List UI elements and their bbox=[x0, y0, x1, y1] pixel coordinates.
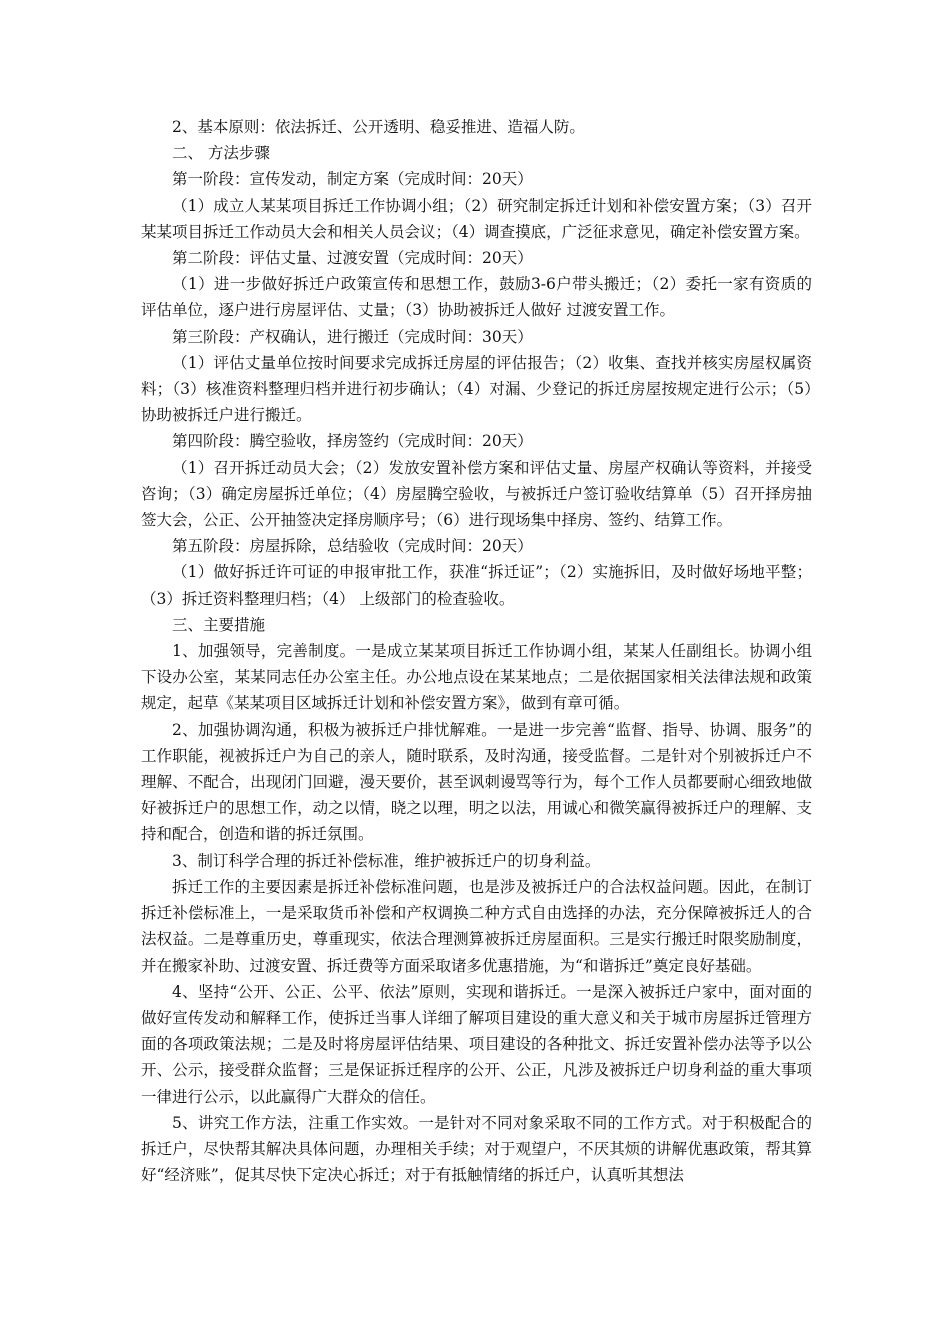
stage-heading-5: 第五阶段：房屋拆除，总结验收（完成时间：20天） bbox=[172, 537, 533, 556]
stage-body-4: （1）召开拆迁动员大会；（2）发放安置补偿方案和评估丈量、房屋产权确认等资料，并接受咨询；（3）确定房屋拆迁单位；（4）房屋腾空验收，与被拆迁户签订验收结算单（5）召开择房抽签大会，公正、公开抽签决定择房顺序号；（6）进行现场集中择房、签约、结算工作。 bbox=[141, 458, 812, 530]
stage-body-3: （1）评估丈量单位按时间要求完成拆迁房屋的评估报告；（2）收集、查找并核实房屋权属资料；（3）核准资料整理归档并进行初步确认；（4）对漏、少登记的拆迁房屋按规定进行公示；（5）协助被拆迁户进行搬迁。 bbox=[141, 353, 812, 425]
measure-paragraph-2: 2、加强协调沟通，积极为被拆迁户排忧解难。一是进一步完善“监督、指导、协调、服务”的工作职能，视被拆迁户为自己的亲人，随时联系，及时沟通，接受监督。二是针对个别被拆迁户不理解、不配合，出现闭门回避，漫天要价，甚至讽刺谩骂等行为，每个工作人员都要耐心细致地做好被拆迁户的思想工作，动之以情，晓之以理，明之以法，用诚心和微笑赢得被拆迁户的理解、支持和配合，创造和谐的拆迁氛围。 bbox=[141, 720, 812, 844]
stage-heading-3: 第三阶段：产权确认，进行搬迁（完成时间：30天） bbox=[172, 327, 533, 346]
section-heading-measures: 三、主要措施 bbox=[172, 615, 266, 634]
section-heading-methods: 二、 方法步骤 bbox=[172, 144, 270, 163]
measure-paragraph-1: 1、加强领导，完善制度。一是成立某某项目拆迁工作协调小组，某某人任副组长。协调小组下设办公室，某某同志任办公室主任。办公地点设在某某地点；二是依据国家相关法律法规和政策规定，起草《某某项目区域拆迁计划和补偿安置方案》，做到有章可循。 bbox=[141, 642, 812, 713]
document-body bbox=[141, 114, 812, 1188]
measure-heading-3: 3、制订科学合理的拆迁补偿标准，维护被拆迁户的切身利益。 bbox=[172, 851, 601, 870]
measure-paragraph-5: 5、讲究工作方法，注重工作实效。一是针对不同对象采取不同的工作方式。对于积极配合的拆迁户，尽快帮其解决具体问题，办理相关手续；对于观望户，不厌其烦的讲解优惠政策，帮其算好“经济账”，促其尽快下定决心拆迁；对于有抵触情绪的拆迁户，认真听其想法 bbox=[141, 1113, 812, 1185]
stage-heading-1: 第一阶段：宣传发动，制定方案（完成时间：20天） bbox=[172, 170, 533, 189]
stage-heading-4: 第四阶段：腾空验收，择房签约（完成时间：20天） bbox=[172, 432, 533, 451]
stage-body-1: （1）成立人某某项目拆迁工作协调小组；（2）研究制定拆迁计划和补偿安置方案；（3）召开某某项目拆迁工作动员大会和相关人员会议；（4）调查摸底，广泛征求意见，确定补偿安置方案。 bbox=[141, 196, 812, 241]
principle-paragraph: 2、基本原则：依法拆迁、公开透明、稳妥推进、造福人防。 bbox=[172, 118, 585, 136]
stage-body-5: （1）做好拆迁许可证的申报审批工作，获准“拆迁证”；（2）实施拆旧，及时做好场地平整；（3）拆迁资料整理归档；（4） 上级部门的检查验收。 bbox=[141, 563, 812, 608]
stage-body-2: （1）进一步做好拆迁户政策宣传和思想工作，鼓励3-6户带头搬迁；（2）委托一家有资质的评估单位，逐户进行房屋评估、丈量；（3）协助被拆迁人做好 过渡安置工作。 bbox=[141, 275, 812, 320]
measure-paragraph-4: 4、坚持“公开、公正、公平、依法”原则，实现和谐拆迁。一是深入被拆迁户家中，面对面的做好宣传发动和解释工作，使拆迁当事人详细了解项目建设的重大意义和关于城市房屋拆迁管理方面的各项政策法规；二是及时将房屋评估结果、项目建设的各种批文、拆迁安置补偿办法等予以公开、公示，接受群众监督；三是保证拆迁程序的公开、公正，凡涉及被拆迁户切身利益的重大事项一律进行公示，以此赢得广大群众的信任。 bbox=[141, 982, 812, 1106]
stage-heading-2: 第二阶段：评估丈量、过渡安置（完成时间：20天） bbox=[172, 249, 533, 268]
measure-paragraph-3: 拆迁工作的主要因素是拆迁补偿标准问题，也是涉及被拆迁户的合法权益问题。因此，在制订拆迁补偿标准上，一是采取货币补偿和产权调换二种方式自由选择的办法，充分保障被拆迁人的合法权益。二是尊重历史，尊重现实，依法合理测算被拆迁房屋面积。三是实行搬迁时限奖励制度，并在搬家补助、过渡安置、拆迁费等方面采取诸多优惠措施，为“和谐拆迁”奠定良好基础。 bbox=[141, 877, 812, 975]
